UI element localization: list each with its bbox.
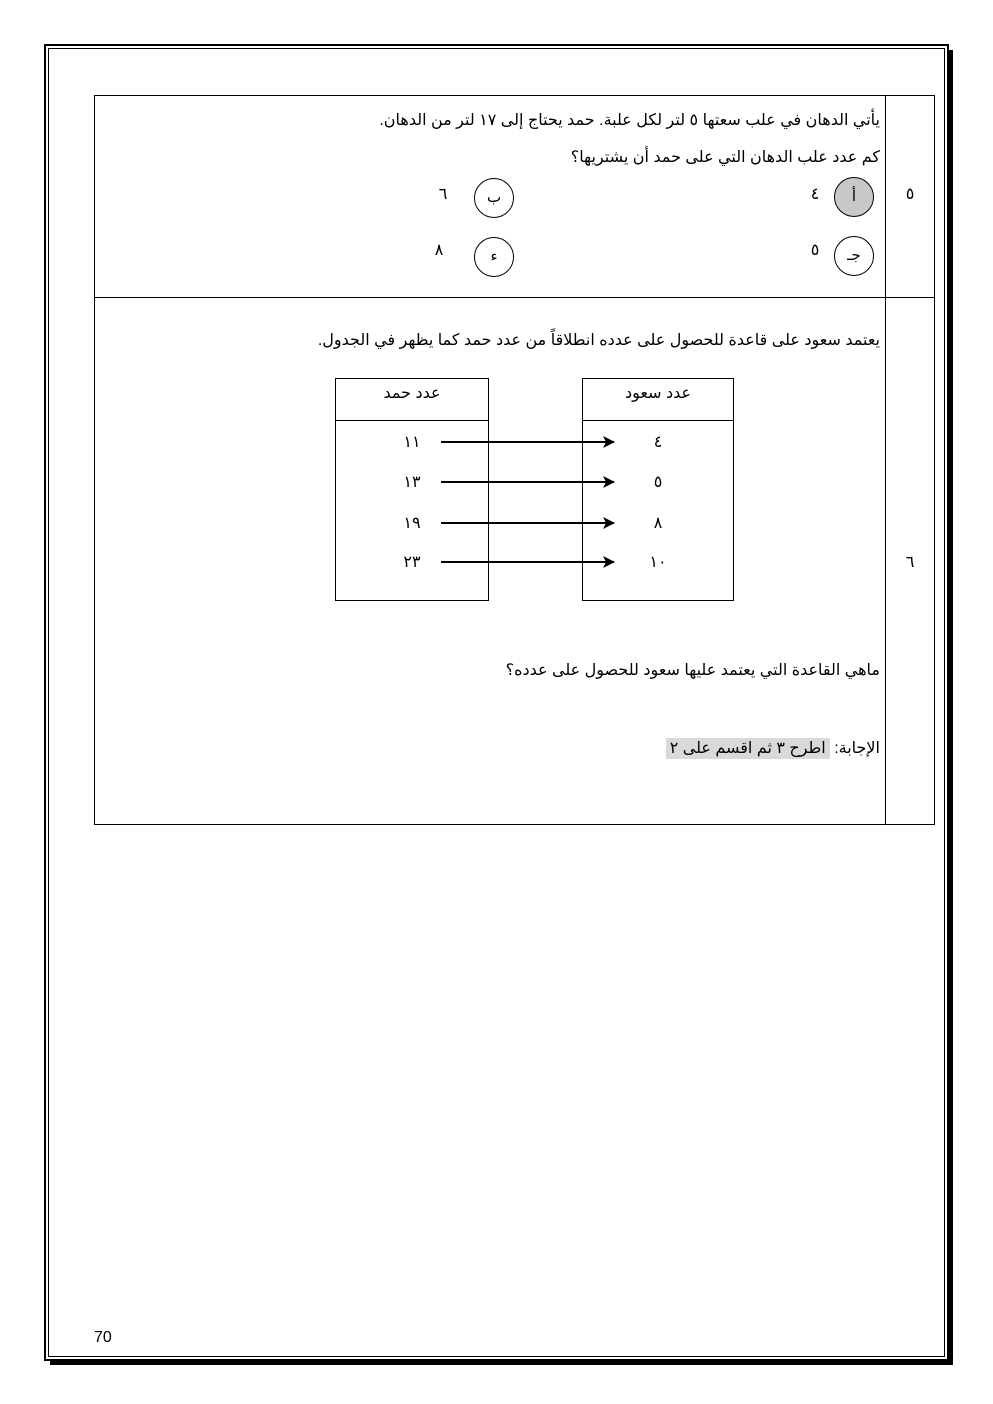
q5-option-a-circle[interactable]: أ (834, 177, 874, 217)
saud-value-4: ١٠ (649, 554, 667, 571)
q5-number: ٥ (905, 186, 915, 203)
saud-value-1: ٤ (653, 434, 663, 451)
q5-option-b-circle[interactable]: ب (474, 178, 514, 218)
q6-answer-line (666, 738, 880, 758)
hamad-value-4: ٢٣ (403, 554, 421, 571)
saud-column-header: عدد سعود (583, 379, 733, 421)
hamad-column-header: عدد حمد (336, 379, 488, 421)
q5-text-line1: يأتي الدهان في علب سعتها ٥ لتر لكل علبة. حمد يحتاج إلى ١٧ لتر من الدهان. (379, 112, 880, 129)
q6-intro: يعتمد سعود على قاعدة للحصول على عدده انطلاقاً من عدد حمد كما يظهر في الجدول. (317, 332, 880, 349)
hamad-value-2: ١٣ (403, 474, 421, 491)
q5-option-c-value: ٥ (810, 242, 820, 259)
q6-number: ٦ (905, 554, 915, 571)
q6-answer-label: الإجابة: (834, 740, 880, 757)
saud-value-2: ٥ (653, 474, 663, 491)
q5-option-d-value: ٨ (434, 242, 444, 259)
q5-option-a-value: ٤ (810, 186, 820, 203)
saud-value-3: ٨ (653, 515, 663, 532)
q6-answer-text: اطرح ٣ ثم اقسم على ٢ (666, 738, 830, 759)
q5-option-d-circle[interactable]: ء (474, 237, 514, 277)
q5-option-b-value: ٦ (438, 186, 448, 203)
q5-text-line2: كم عدد علب الدهان التي على حمد أن يشتريها؟ (570, 149, 880, 166)
q6-question: ماهي القاعدة التي يعتمد عليها سعود للحصول على عدده؟ (505, 662, 880, 679)
q5-option-c-circle[interactable]: جـ (834, 236, 874, 276)
hamad-value-3: ١٩ (403, 515, 421, 532)
page-number: 70 (94, 1329, 112, 1346)
hamad-value-1: ١١ (403, 434, 421, 451)
